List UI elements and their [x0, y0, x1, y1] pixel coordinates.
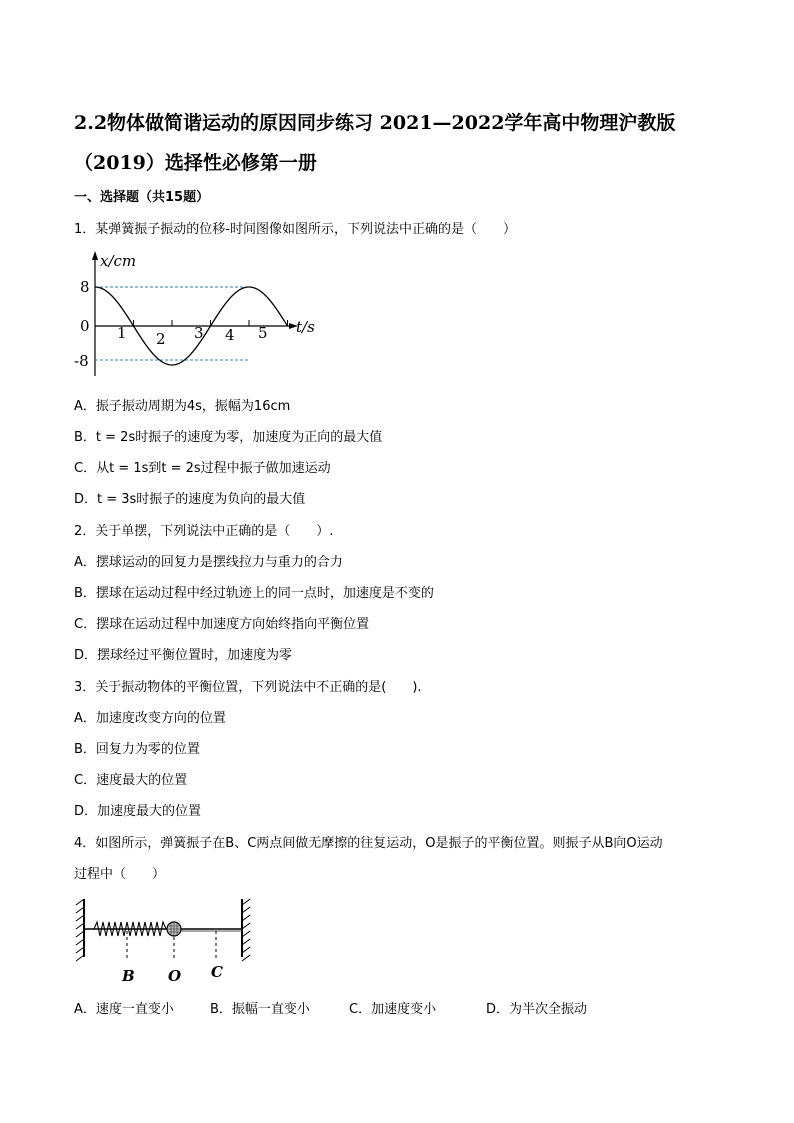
label-c: C	[211, 963, 223, 981]
question-3-option-d: D．加速度最大的位置	[74, 804, 202, 819]
question-3-option-c: C．速度最大的位置	[74, 773, 188, 788]
question-3-stem: 3．关于振动物体的平衡位置，下列说法中不正确的是( ).	[74, 680, 422, 695]
y-axis-label: x/cm	[100, 252, 137, 270]
question-1-option-b: B．t = 2s时振子的速度为零，加速度为正向的最大值	[74, 430, 383, 445]
left-wall-hatching	[76, 899, 84, 961]
question-3-option-a: A．加速度改变方向的位置	[74, 711, 226, 726]
question-1-stem: 1．某弹簧振子振动的位移-时间图像如图所示，下列说法中正确的是（ ）	[74, 222, 516, 237]
x-tick-label-4: 4	[225, 326, 235, 344]
question-4-option-d: D．为半次全振动	[486, 1002, 588, 1017]
x-axis-label: t/s	[296, 318, 315, 336]
question-2-option-a: A．摆球运动的回复力是摆线拉力与重力的合力	[74, 555, 343, 570]
section-heading: 一、选择题（共15题）	[74, 190, 210, 205]
document-title: 2.2物体做简谐运动的原因同步练习 2021—2022学年高中物理沪教版（2019）选择性必修第一册	[74, 112, 676, 174]
question-2-option-c: C．摆球在运动过程中加速度方向始终指向平衡位置	[74, 617, 370, 632]
question-4-stem-line-1: 4．如图所示，弹簧振子在B、C两点间做无摩擦的往复运动，O是振子的平衡位置。则振子从B向O运动	[74, 836, 663, 851]
x-tick-label-1: 1	[117, 324, 127, 342]
question-4-option-b: B．振幅一直变小	[210, 1002, 310, 1017]
label-b: B	[122, 967, 135, 985]
y-tick-label-neg8: -8	[74, 352, 89, 370]
label-o: O	[168, 967, 182, 985]
displacement-time-graph	[70, 248, 330, 383]
question-1-option-d: D．t = 3s时振子的速度为负向的最大值	[74, 492, 306, 507]
question-1-option-a: A．振子振动周期为4s，振幅为16cm	[74, 399, 291, 414]
y-tick-label-8: 8	[80, 278, 90, 296]
question-3-option-b: B．回复力为零的位置	[74, 742, 200, 757]
question-4-option-c: C．加速度变小	[349, 1002, 437, 1017]
question-1-option-c: C．从t = 1s到t = 2s过程中振子做加速运动	[74, 461, 331, 476]
question-2-option-b: B．摆球在运动过程中经过轨迹上的同一点时，加速度是不变的	[74, 586, 434, 601]
question-4-option-a: A．速度一直变小	[74, 1002, 174, 1017]
x-tick-label-2: 2	[156, 330, 166, 348]
right-wall-hatching	[242, 899, 250, 961]
question-4-stem-line-2: 过程中（ ）	[74, 867, 166, 882]
y-axis-arrow	[92, 251, 98, 260]
x-tick-label-5: 5	[258, 324, 268, 342]
spring-oscillator-figure	[70, 895, 260, 990]
question-2-stem: 2．关于单摆，下列说法中正确的是（ ）.	[74, 524, 334, 539]
x-tick-label-3: 3	[194, 324, 204, 342]
question-2-option-d: D．摆球经过平衡位置时，加速度为零	[74, 648, 293, 663]
y-tick-label-0: 0	[80, 317, 90, 335]
